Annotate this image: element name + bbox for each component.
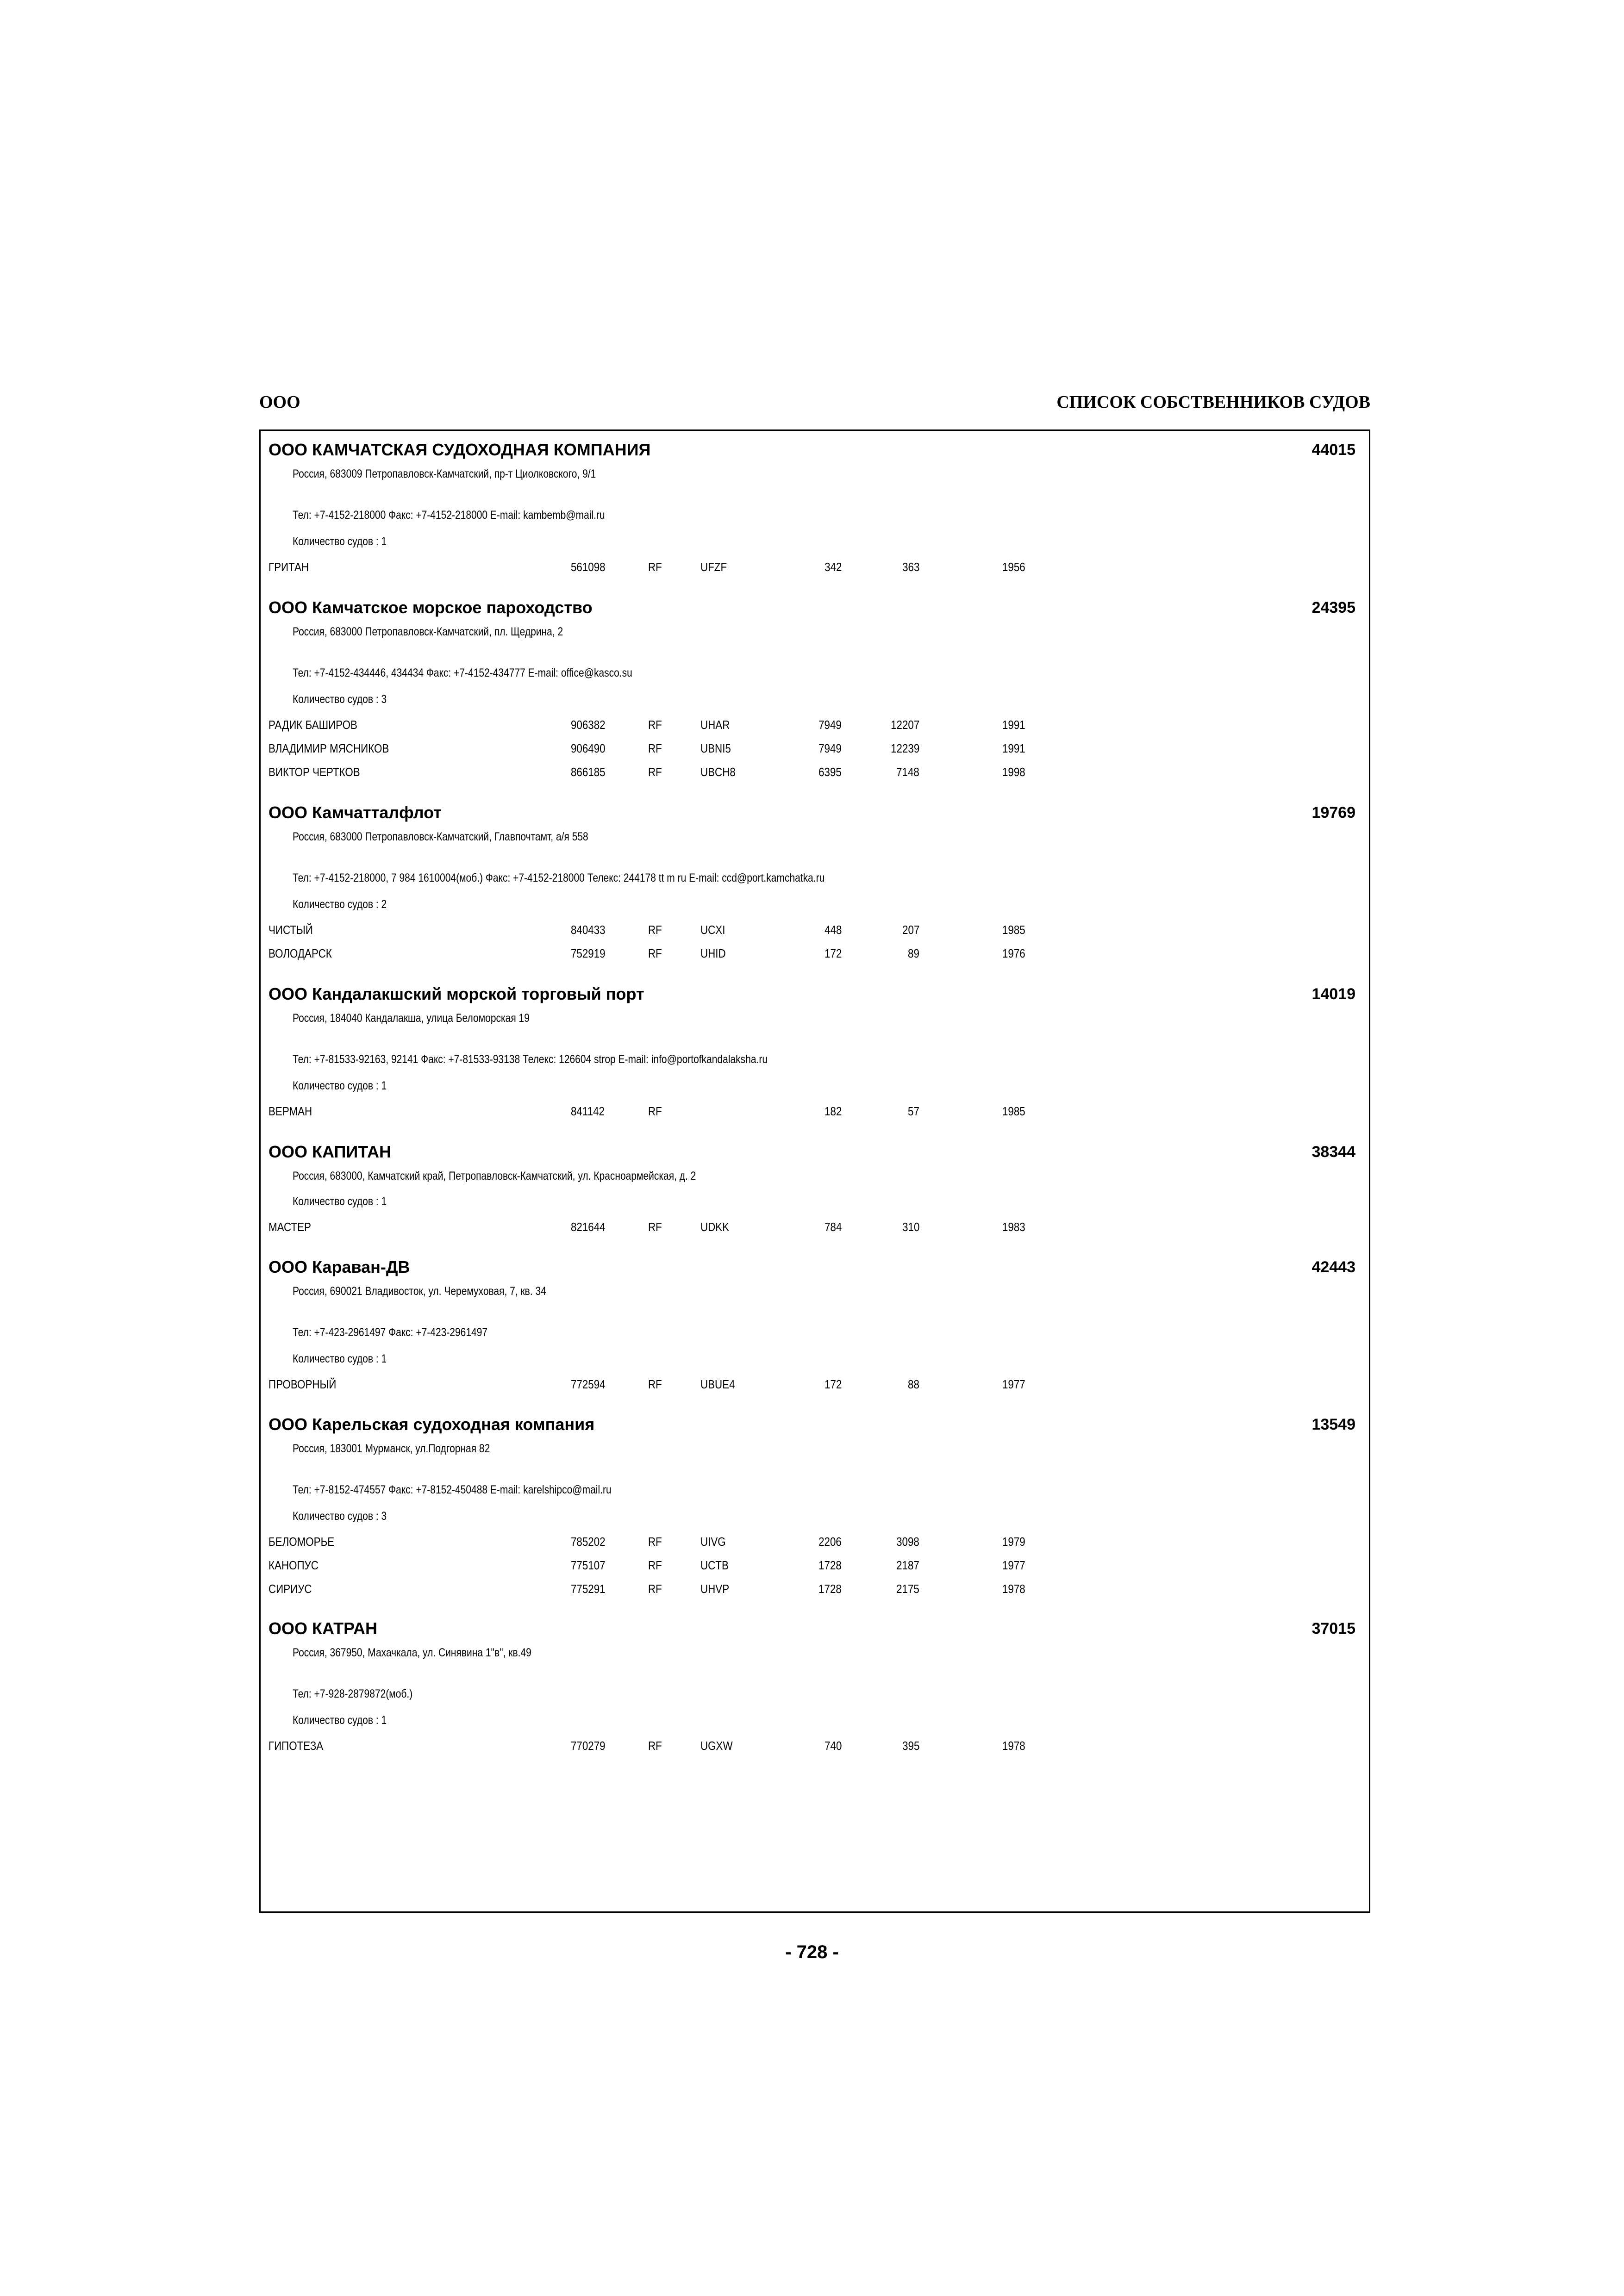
company-name: ООО Камчатское морское пароходство — [269, 598, 593, 617]
company-contacts: Тел: +7-928-2879872(моб.) — [293, 1687, 413, 1700]
ship-number: 841142 — [571, 1104, 605, 1118]
ship-flag: RF — [648, 1739, 662, 1753]
ship-gross-tonnage: 740 — [824, 1739, 842, 1753]
ship-year-built: 1977 — [1002, 1558, 1025, 1572]
ship-number: 775291 — [571, 1582, 606, 1596]
company-contacts: Тел: +7-4152-218000, 7 984 1610004(моб.) Факс: +7-4152-218000 Телекс: 244178 tt m ru E-mail: ccd@port.kamchatka.ru — [293, 871, 825, 884]
company-id: 14019 — [1312, 985, 1355, 1003]
ship-name: ВИКТОР ЧЕРТКОВ — [269, 765, 360, 779]
ship-callsign: UBCH8 — [700, 765, 736, 779]
ship-deadweight: 88 — [908, 1377, 919, 1391]
ship-number: 906382 — [571, 718, 606, 732]
ship-year-built: 1991 — [1002, 741, 1025, 755]
company-name: ООО Карельская судоходная компания — [269, 1415, 595, 1434]
ship-number: 840433 — [571, 923, 606, 937]
ship-number: 785202 — [571, 1535, 606, 1549]
ship-year-built: 1985 — [1002, 1104, 1025, 1118]
company-id: 37015 — [1312, 1620, 1355, 1637]
ship-callsign: UHAR — [700, 718, 730, 732]
ship-flag: RF — [648, 923, 662, 937]
ship-count: Количество судов : 1 — [293, 1079, 387, 1092]
ship-callsign: UBNI5 — [700, 741, 731, 755]
ship-deadweight: 7148 — [896, 765, 919, 779]
ship-name: ГИПОТЕЗА — [269, 1739, 324, 1753]
company-address: Россия, 690021 Владивосток, ул. Черемуховая, 7, кв. 34 — [293, 1285, 546, 1298]
ship-gross-tonnage: 342 — [824, 560, 842, 574]
ship-name: БЕЛОМОРЬЕ — [269, 1535, 335, 1549]
ship-callsign: UHID — [700, 946, 726, 960]
ship-name: ВОЛОДАРСК — [269, 946, 332, 960]
ship-count: Количество судов : 3 — [293, 693, 387, 706]
ship-count: Количество судов : 1 — [293, 1714, 387, 1727]
ship-number: 561098 — [571, 560, 606, 574]
ship-callsign: UIVG — [700, 1535, 726, 1549]
ship-flag: RF — [648, 1104, 662, 1118]
ship-deadweight: 12239 — [890, 741, 919, 755]
company-id: 19769 — [1312, 804, 1355, 821]
company-contacts: Тел: +7-8152-474557 Факс: +7-8152-450488 E-mail: karelshipco@mail.ru — [293, 1483, 612, 1496]
ship-count: Количество судов : 1 — [293, 1352, 387, 1365]
ship-flag: RF — [648, 946, 662, 960]
ship-gross-tonnage: 2206 — [818, 1535, 842, 1549]
ship-callsign: UHVP — [700, 1582, 730, 1596]
company-name: ООО Караван-ДВ — [269, 1257, 410, 1276]
ship-number: 866185 — [571, 765, 606, 779]
ship-flag: RF — [648, 765, 662, 779]
header-left: ООО — [259, 392, 300, 412]
company-contacts: Тел: +7-4152-434446, 434434 Факс: +7-4152-434777 E-mail: office@kasco.su — [293, 666, 632, 679]
ship-number: 770279 — [571, 1739, 606, 1753]
ship-number: 775107 — [571, 1558, 606, 1572]
ship-number: 772594 — [571, 1377, 606, 1391]
ship-flag: RF — [648, 1582, 662, 1596]
company-id: 24395 — [1312, 599, 1355, 616]
ship-name: РАДИК БАШИРОВ — [269, 718, 357, 732]
ship-number: 821644 — [571, 1220, 606, 1234]
ship-year-built: 1991 — [1002, 718, 1025, 732]
company-name: ООО Кандалакшский морской торговый порт — [269, 984, 644, 1003]
ship-deadweight: 2187 — [896, 1558, 919, 1572]
ship-flag: RF — [648, 1558, 662, 1572]
ship-deadweight: 3098 — [896, 1535, 919, 1549]
ship-gross-tonnage: 7949 — [818, 741, 842, 755]
ship-gross-tonnage: 1728 — [818, 1558, 842, 1572]
ship-name: ГРИТАН — [269, 560, 309, 574]
ship-callsign: UGXW — [700, 1739, 733, 1753]
ship-name: КАНОПУС — [269, 1558, 319, 1572]
ship-gross-tonnage: 6395 — [818, 765, 842, 779]
company-name: ООО КАПИТАН — [269, 1142, 391, 1161]
ship-count: Количество судов : 1 — [293, 1195, 387, 1208]
ship-name: МАСТЕР — [269, 1220, 311, 1234]
ship-callsign: UFZF — [700, 560, 727, 574]
company-address: Россия, 184040 Кандалакша, улица Беломорская 19 — [293, 1012, 530, 1025]
ship-year-built: 1979 — [1002, 1535, 1025, 1549]
ship-callsign: UBUE4 — [700, 1377, 735, 1391]
ship-year-built: 1978 — [1002, 1582, 1025, 1596]
page-number: - 728 - — [785, 1942, 839, 1962]
company-id: 44015 — [1312, 441, 1355, 459]
ship-gross-tonnage: 172 — [824, 1377, 842, 1391]
ship-year-built: 1976 — [1002, 946, 1025, 960]
company-contacts: Тел: +7-423-2961497 Факс: +7-423-2961497 — [293, 1326, 488, 1339]
ship-year-built: 1956 — [1002, 560, 1025, 574]
ship-deadweight: 12207 — [890, 718, 919, 732]
ship-name: СИРИУС — [269, 1582, 312, 1596]
ship-year-built: 1983 — [1002, 1220, 1025, 1234]
company-name: ООО Камчатталфлот — [269, 803, 442, 822]
ship-deadweight: 207 — [902, 923, 919, 937]
ship-count: Количество судов : 1 — [293, 535, 387, 548]
ship-number: 906490 — [571, 741, 606, 755]
company-address: Россия, 683000 Петропавловск-Камчатский, пл. Щедрина, 2 — [293, 625, 563, 638]
company-name: ООО КАТРАН — [269, 1619, 378, 1638]
ship-count: Количество судов : 3 — [293, 1510, 387, 1523]
ship-name: ПРОВОРНЫЙ — [269, 1377, 337, 1391]
ship-flag: RF — [648, 718, 662, 732]
ship-year-built: 1998 — [1002, 765, 1025, 779]
ship-gross-tonnage: 182 — [824, 1104, 842, 1118]
company-contacts: Тел: +7-4152-218000 Факс: +7-4152-218000 E-mail: kambemb@mail.ru — [293, 509, 605, 522]
ship-gross-tonnage: 784 — [824, 1220, 842, 1234]
ship-deadweight: 310 — [902, 1220, 919, 1234]
ship-callsign: UDKK — [700, 1220, 730, 1234]
ship-number: 752919 — [571, 946, 606, 960]
ship-name: ВЛАДИМИР МЯСНИКОВ — [269, 741, 389, 755]
company-address: Россия, 183001 Мурманск, ул.Подгорная 82 — [293, 1442, 490, 1455]
ship-count: Количество судов : 2 — [293, 898, 387, 911]
company-contacts: Тел: +7-81533-92163, 92141 Факс: +7-81533-93138 Телекс: 126604 strop E-mail: info@portofkandalaksha.ru — [293, 1053, 768, 1066]
ship-gross-tonnage: 172 — [824, 946, 842, 960]
ship-year-built: 1978 — [1002, 1739, 1025, 1753]
ship-deadweight: 363 — [902, 560, 919, 574]
ship-callsign: UCXI — [700, 923, 725, 937]
ship-flag: RF — [648, 741, 662, 755]
ship-flag: RF — [648, 560, 662, 574]
ship-gross-tonnage: 448 — [824, 923, 842, 937]
company-name: ООО КАМЧАТСКАЯ СУДОХОДНАЯ КОМПАНИЯ — [269, 440, 651, 459]
header-right-title: СПИСОК СОБСТВЕННИКОВ СУДОВ — [1056, 392, 1370, 412]
ship-year-built: 1985 — [1002, 923, 1025, 937]
ship-flag: RF — [648, 1377, 662, 1391]
ship-deadweight: 89 — [908, 946, 919, 960]
company-id: 42443 — [1312, 1258, 1355, 1276]
company-address: Россия, 683000 Петропавловск-Камчатский, Главпочтамт, а/я 558 — [293, 830, 588, 843]
ship-year-built: 1977 — [1002, 1377, 1025, 1391]
ship-name: ЧИСТЫЙ — [269, 923, 313, 937]
company-address: Россия, 683009 Петропавловск-Камчатский, пр-т Циолковского, 9/1 — [293, 467, 596, 480]
company-address: Россия, 367950, Махачкала, ул. Синявина 1"в", кв.49 — [293, 1646, 531, 1659]
ship-deadweight: 2175 — [896, 1582, 919, 1596]
ship-gross-tonnage: 7949 — [818, 718, 842, 732]
company-address: Россия, 683000, Камчатский край, Петропавловск-Камчатский, ул. Красноармейская, д. 2 — [293, 1170, 696, 1182]
ship-deadweight: 395 — [902, 1739, 919, 1753]
ship-gross-tonnage: 1728 — [818, 1582, 842, 1596]
company-id: 13549 — [1312, 1416, 1355, 1433]
ship-deadweight: 57 — [908, 1104, 919, 1118]
ship-name: ВЕРМАН — [269, 1104, 312, 1118]
company-id: 38344 — [1312, 1143, 1355, 1161]
ship-flag: RF — [648, 1220, 662, 1234]
ship-flag: RF — [648, 1535, 662, 1549]
ship-callsign: UCTB — [700, 1558, 729, 1572]
